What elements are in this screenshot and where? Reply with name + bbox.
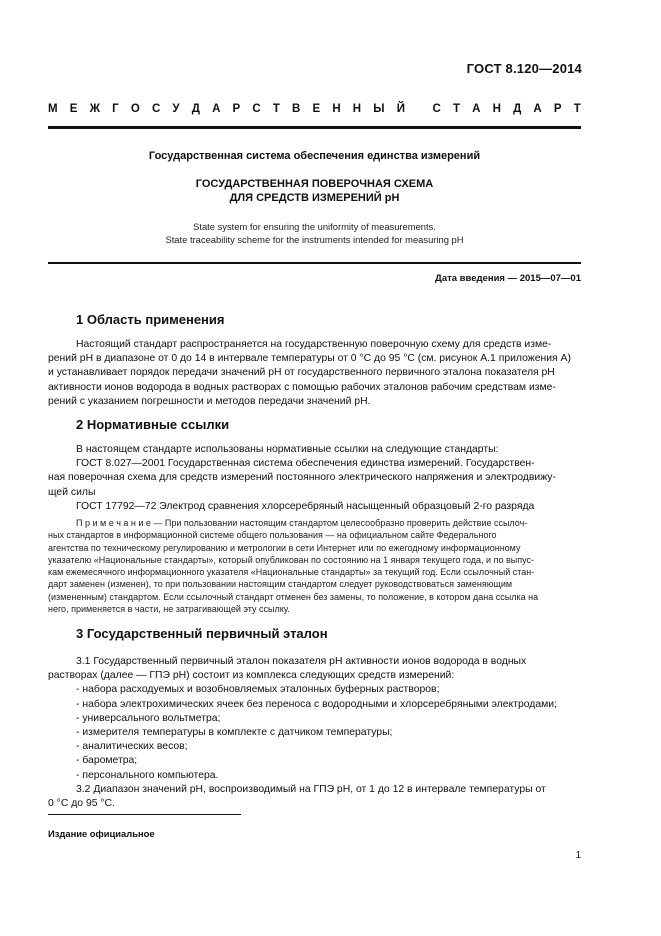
text-line: рений с указанием погрешности и методов передачи значений рН. (48, 395, 371, 407)
text-line: ГОСТ 8.027—2001 Государственная система обеспечения единства измерений. Государствен- (76, 458, 535, 470)
text-line: - набора расходуемых и возобновляемых эталонных буферных растворов; (76, 684, 440, 696)
text-line: В настоящем стандарте использованы нормативные ссылки на следующие стандарты: (76, 444, 499, 455)
main-title-line-1: ГОСУДАРСТВЕННАЯ ПОВЕРОЧНАЯ СХЕМА (195, 178, 434, 190)
interstate-letter: Т (452, 103, 460, 115)
section-3-heading: 3 Государственный первичный эталон (76, 626, 328, 641)
interstate-letter: О (130, 103, 140, 115)
main-title (48, 177, 581, 205)
interstate-letter: Д (191, 103, 200, 115)
interstate-letter: Е (312, 103, 321, 115)
text-line: агентства по техническому регулированию и метрологии в сети Интернет или по ежегодному информационному (48, 542, 521, 553)
text-line: щей силы (48, 486, 96, 498)
text-line: растворах (далее — ГПЭ рН) состоит из комплекса следующих средств измерений: (48, 670, 455, 682)
interstate-letter: Р (232, 103, 241, 115)
interstate-letter: Ы (373, 103, 385, 115)
interstate-letter: А (212, 103, 221, 115)
text-line: 3.2 Диапазон значений рН, воспроизводимый на ГПЭ рН, от 1 до 12 в интервале температуры от (76, 783, 546, 795)
interstate-letter: У (172, 103, 180, 115)
interstate-letter: С (151, 103, 161, 115)
interstate-letter: Н (492, 103, 501, 115)
interstate-letter: Г (112, 103, 119, 115)
interstate-letter: М (48, 103, 58, 115)
text-line: Настоящий стандарт распространяется на государственную поверочную схему для средств изме- (76, 339, 552, 350)
system-title: Государственная система обеспечения единства измерений (148, 150, 481, 162)
text-line: - персонального компьютера. (76, 769, 219, 781)
interstate-letter: В (292, 103, 301, 115)
section-3-body (48, 655, 581, 811)
interstate-letter: С (252, 103, 261, 115)
text-line: - измерителя температуры в комплекте с датчиком температуры; (76, 727, 393, 739)
text-line: активности ионов водорода в водных растворах с помощью рабочих эталонов рабочим средствам изме- (48, 381, 556, 393)
text-line: ных стандартов в информационной системе общего пользования — на официальном сайте Федерального (48, 530, 497, 541)
text-line: П р и м е ч а н и е — При пользовании настоящим стандартом целесообразно проверить действие ссылоч- (76, 518, 528, 528)
header-rule (48, 126, 581, 129)
section-1-heading: 1 Область применения (76, 312, 225, 327)
text-line: - набора электрохимических ячеек без переноса с водородными и хлорсеребряными электродами; (76, 698, 557, 710)
official-edition-label: Издание официальное (48, 828, 155, 839)
text-line: указателю «Национальные стандарты», который опубликован по состоянию на 1 января текущего года, и по выпус- (48, 554, 534, 565)
text-line: кам ежемесячного информационного указателя «Национальные стандарты» за текущий год. Если ссылочный стан- (48, 567, 535, 578)
title-rule (48, 262, 581, 264)
interstate-letter: А (472, 103, 481, 115)
text-line: ГОСТ 17792—72 Электрод сравнения хлорсеребряный насыщенный образцовый 2-го разряда (76, 500, 535, 512)
text-line: - аналитических весов; (76, 741, 188, 753)
text-line: рений рН в диапазоне от 0 до 14 в интервале температуры от 0 °С до 95 °С (см. рисунок А.1 приложения А) (48, 353, 571, 365)
section-2-note (48, 517, 581, 615)
interstate-letter: Д (513, 103, 522, 115)
interstate-letter: Т (573, 103, 581, 115)
text-line: дарт заменен (изменен), то при пользовании настоящим стандартом следует руководствоваться заменяющим (48, 579, 513, 590)
text-line: ная поверочная схема для средств измерений постоянного электрического напряжения и электродвижу- (48, 472, 556, 484)
introduction-date: Дата введения — 2015—07—01 (435, 273, 581, 284)
text-line: него, применяется в части, не затрагивающей эту ссылку. (48, 604, 290, 615)
interstate-letter: А (533, 103, 542, 115)
section-2-heading: 2 Нормативные ссылки (76, 417, 230, 432)
text-line: 0 °С до 95 °С. (48, 798, 115, 810)
page-number: 1 (575, 850, 581, 861)
interstate-letter: Н (352, 103, 362, 115)
section-1-body (48, 338, 581, 409)
interstate-letter: Т (272, 103, 280, 115)
english-title-line-2: State traceability scheme for the instruments intended for measuring pH (165, 234, 464, 245)
text-line: (измененным) стандартом. Если ссылочный стандарт отменен без замены, то положение, в котором дана ссылка на (48, 591, 539, 602)
interstate-letter: Е (69, 103, 78, 115)
english-title (48, 220, 581, 246)
interstate-standard-banner (48, 103, 581, 115)
interstate-letter: Н (332, 103, 341, 115)
text-line: и устанавливает порядок передачи значений рН от государственного первичного эталона показателя рН (48, 367, 555, 379)
interstate-letter (417, 103, 420, 115)
interstate-letter: Й (396, 103, 405, 115)
interstate-letter: Р (553, 103, 562, 115)
document-code: ГОСТ 8.120—2014 (466, 61, 582, 76)
footer-rule (48, 814, 241, 815)
text-line: - универсального вольтметра; (76, 712, 221, 724)
main-title-line-2: ДЛЯ СРЕДСТВ ИЗМЕРЕНИЙ рН (229, 192, 400, 204)
text-line: - барометра; (76, 755, 138, 767)
interstate-letter: Ж (89, 103, 100, 115)
section-2-body (48, 443, 581, 514)
english-title-line-1: State system for ensuring the uniformity of measurements. (193, 221, 436, 232)
text-line: 3.1 Государственный первичный эталон показателя рН активности ионов водорода в водных (76, 656, 527, 667)
interstate-letter: С (432, 103, 441, 115)
